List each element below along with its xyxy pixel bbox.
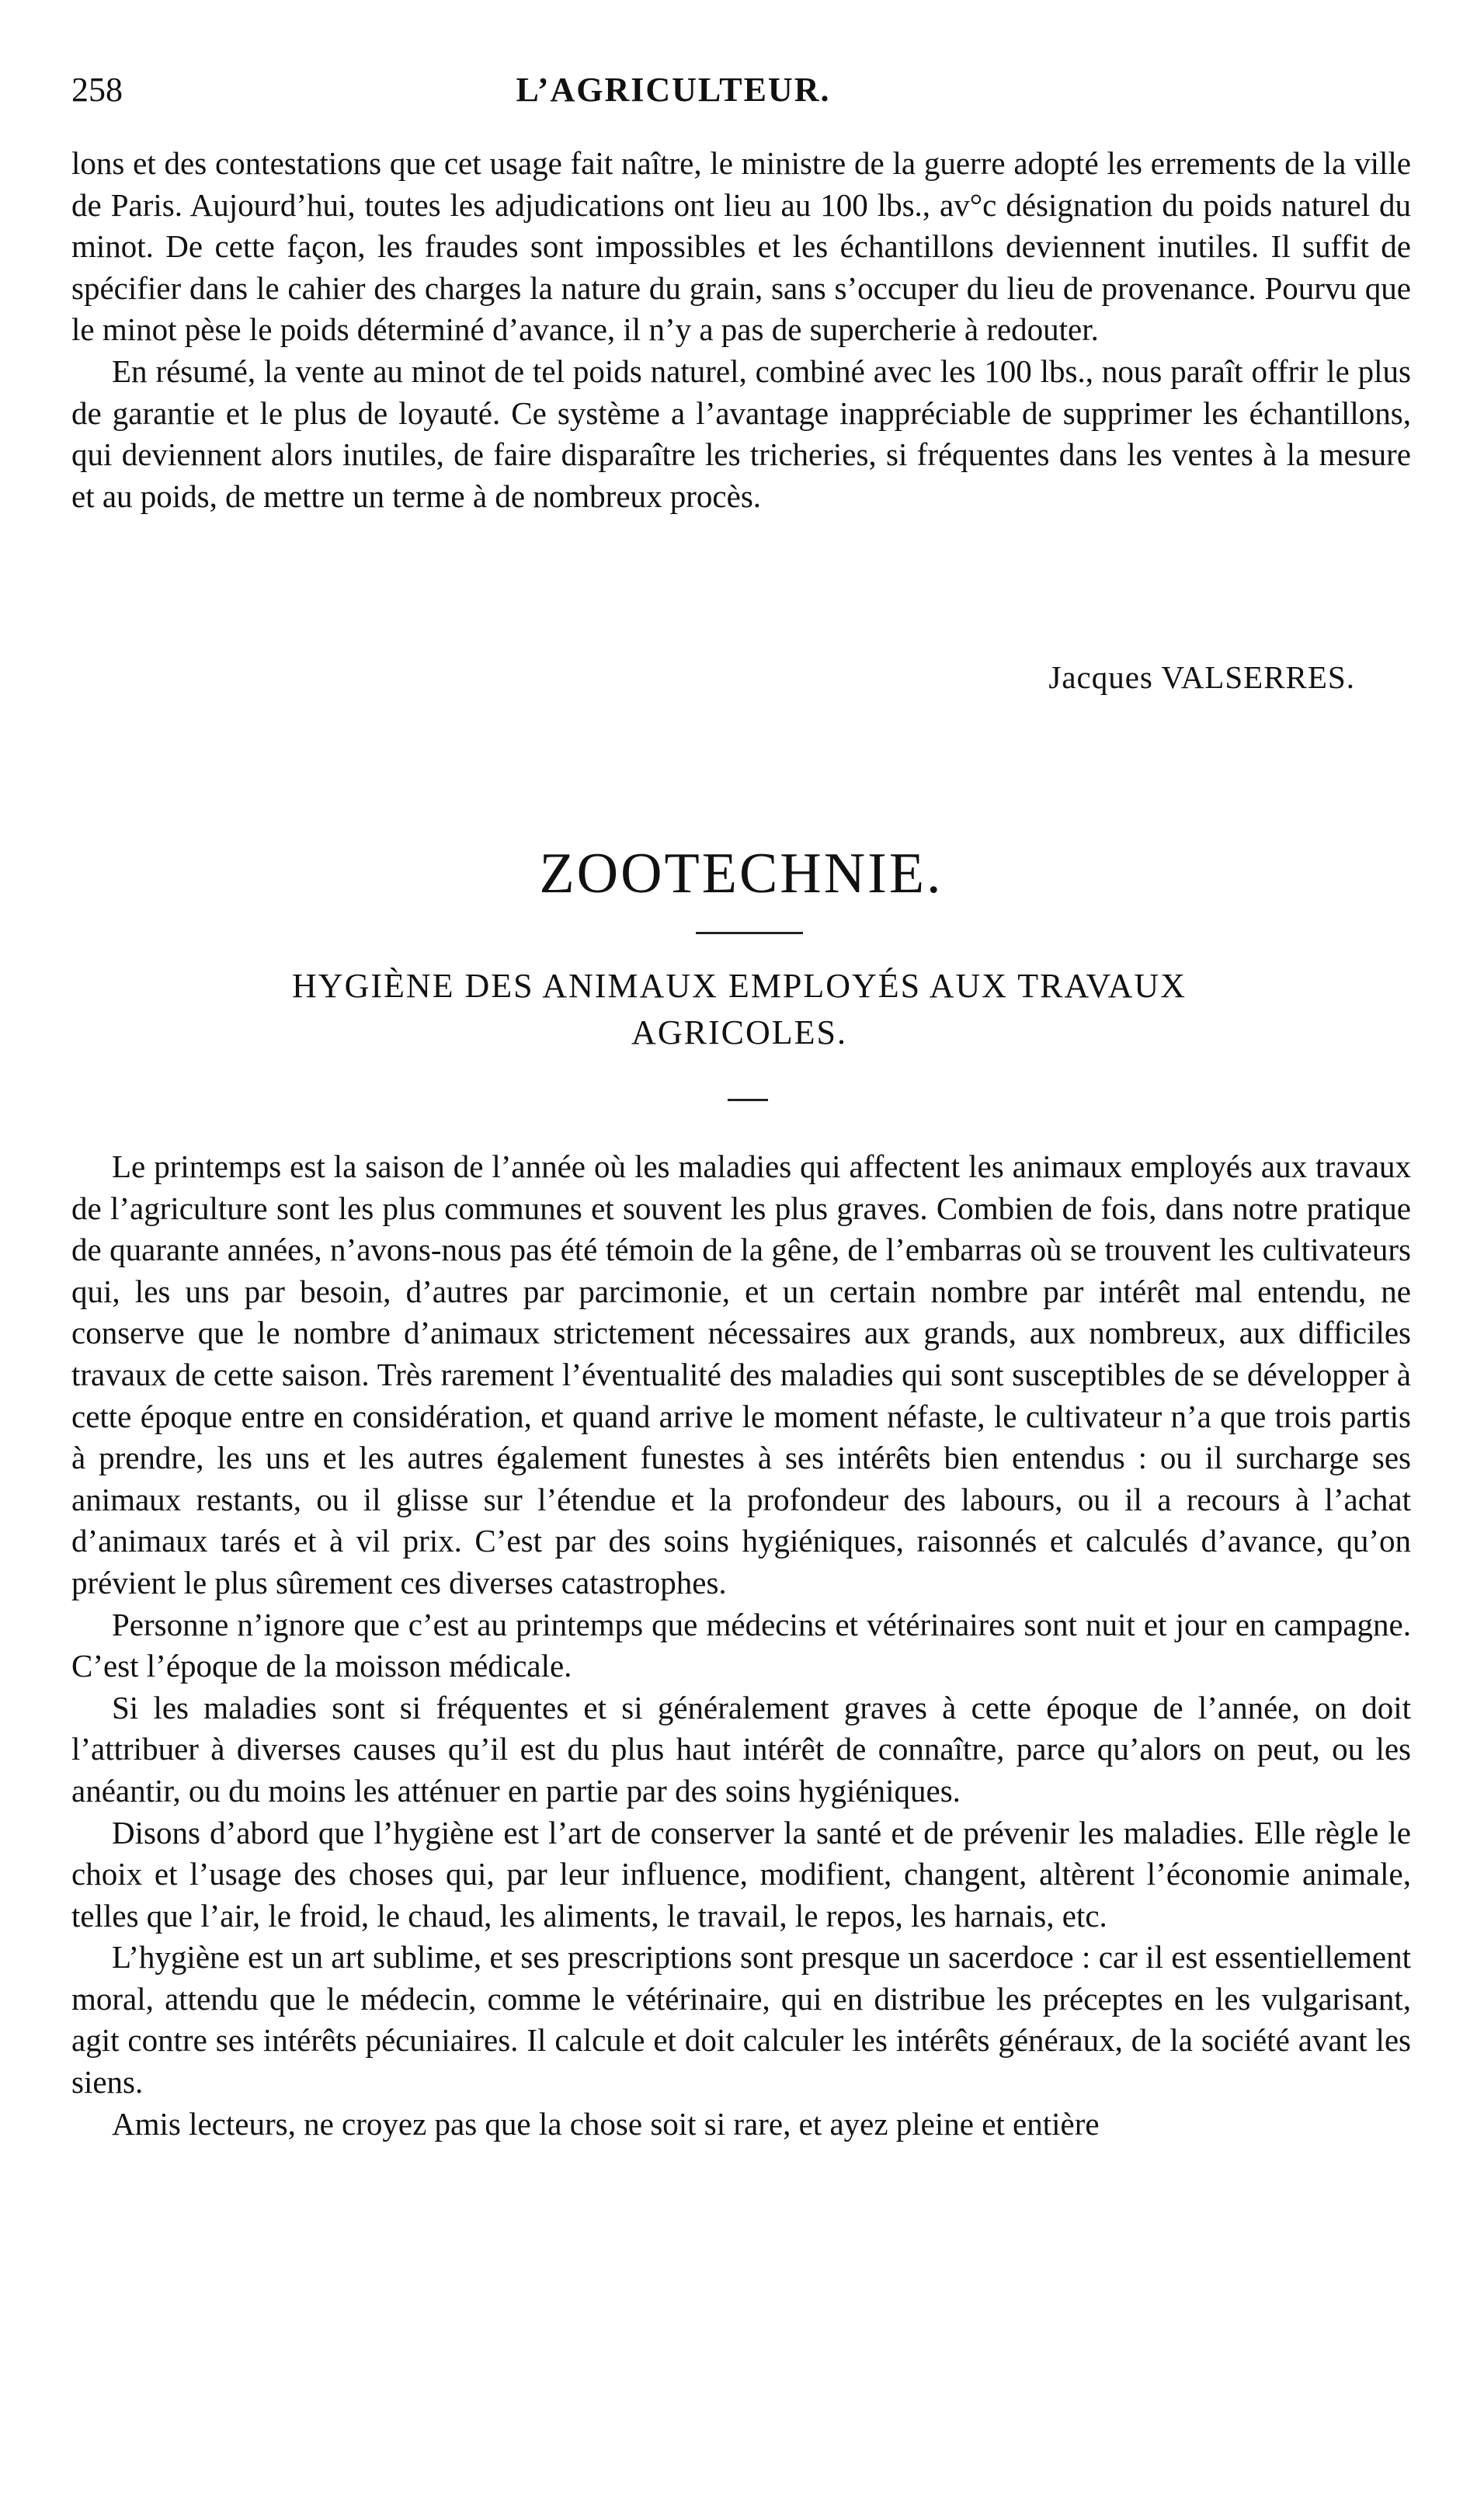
article-hygiene (71, 1146, 1411, 2145)
journal-title: L’AGRICULTEUR. (516, 71, 831, 109)
page-number: 258 (71, 71, 123, 109)
paragraph: lons et des contestations que cet usage fait naître, le ministre de la guerre adopté les errements de la ville de Paris. Aujourd’hui, toutes les adjudications ont lieu au 100 lbs., av°c désignation du poids naturel du minot. De cette façon, les fraudes sont impossibles et les échantillons deviennent inutiles. Il suffit de spécifier dans le cahier des charges la nature du grain, sans s’occuper du lieu de provenance. Pourvu que le minot pèse le poids déterminé d’avance, il n’y a pas de supercherie à redouter. (71, 145, 1411, 348)
section-subtitle (103, 963, 1376, 1056)
subtitle-line: AGRICOLES. (631, 1013, 847, 1051)
paragraph: En résumé, la vente au minot de tel poids naturel, combiné avec les 100 lbs., nous paraît offrir le plus de garantie et le plus de loyauté. Ce système a l’avantage inappréciable de supprimer les échantillons, qui deviennent alors inutiles, de faire disparaître les tricheries, si fréquentes dans les ventes à la mesure et au poids, de mettre un terme à de nombreux procès. (71, 353, 1411, 514)
paragraph: Disons d’abord que l’hygiène est l’art de conserver la santé et de prévenir les maladies. Elle règle le choix et l’usage des choses qui, par leur influence, modifient, changent, altèrent l’économie animale, telles que l’air, le froid, le chaud, les aliments, le travail, le repos, les harnais, etc. (71, 1814, 1411, 1934)
running-head (71, 67, 1411, 113)
author-signature: Jacques VALSERRES. (1048, 659, 1355, 695)
article-valserres (71, 143, 1411, 517)
paragraph: Le printemps est la saison de l’année où les maladies qui affectent les animaux employés aux travaux de l’agriculture sont les plus communes et souvent les plus graves. Combien de fois, dans notre pratique de quarante années, n’avons-nous pas été témoin de la gêne, de l’embarras où se trouvent les cultivateurs qui, les uns par besoin, d’autres par parcimonie, et un certain nombre par intérêt mal entendu, ne conserve que le nombre d’animaux strictement nécessaires aux grands, aux nombreux, aux difficiles travaux de cette saison. Très rarement l’éventualité des maladies qui sont susceptibles de se développer à cette époque entre en considération, et quand arrive le moment néfaste, le cultivateur n’a que trois partis à prendre, les uns et les autres également funestes à ses intérêts bien entendus : ou il surcharge ses animaux restants, ou il glisse sur l’étendue et la profondeur des labours, ou il a recours à l’achat d’animaux tarés et à vil prix. C’est par des soins hygiéniques, raisonnés et calculés d’avance, qu’on prévient le plus sûrement ces diverses catastrophes. (71, 1149, 1411, 1600)
subtitle-rule (728, 1099, 768, 1101)
section-title: ZOOTECHNIE. (539, 842, 944, 905)
title-rule (696, 932, 803, 934)
paragraph: Amis lecteurs, ne croyez pas que la chose soit si rare, et ayez pleine et entière (112, 2105, 1100, 2142)
paragraph: Si les maladies sont si fréquentes et si généralement graves à cette époque de l’année, on doit l’attribuer à diverses causes qu’il est du plus haut intérêt de connaître, parce qu’alors on peut, ou les anéantir, ou du moins les atténuer en partie par des soins hygiéniques. (71, 1689, 1411, 1809)
paragraph: Personne n’ignore que c’est au printemps que médecins et vétérinaires sont nuit et jour en campagne. C’est l’époque de la moisson médicale. (71, 1606, 1411, 1684)
subtitle-line: HYGIÈNE DES ANIMAUX EMPLOYÉS AUX TRAVAUX (292, 967, 1187, 1005)
paragraph: L’hygiène est un art sublime, et ses prescriptions sont presque un sacerdoce : car il est essentiellement moral, attendu que le médecin, comme le vétérinaire, qui en distribue les préceptes en les vulgarisant, agit contre ses intérêts pécuniaires. Il calcule et doit calculer les intérêts généraux, de la société avant les siens. (71, 1939, 1411, 2101)
